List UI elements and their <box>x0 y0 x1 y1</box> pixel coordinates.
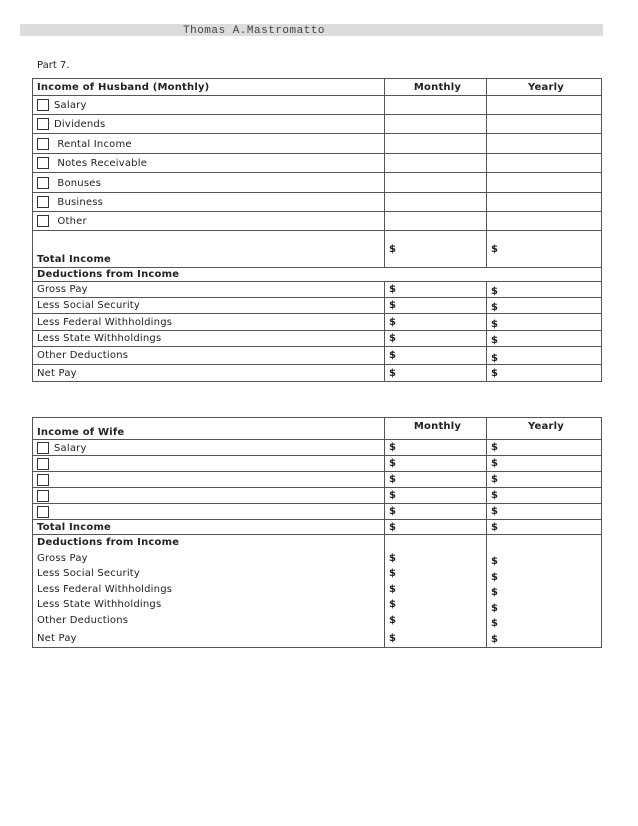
monthly-cell[interactable]: $ <box>385 472 487 488</box>
wife-col-yearly: Yearly <box>487 418 602 440</box>
yearly-cell[interactable] <box>487 193 602 212</box>
wife-source-row <box>33 488 385 504</box>
deduction-label: Less Federal Withholdings <box>37 583 173 595</box>
yearly-cell[interactable] <box>487 115 602 134</box>
header-name: Thomas A.Mastromatto <box>183 25 326 37</box>
husband-total-yearly[interactable]: $ <box>487 231 602 268</box>
deduction-monthly[interactable]: $ <box>385 298 487 314</box>
yearly-cell[interactable] <box>487 134 602 154</box>
deduction-yearly[interactable]: $ <box>491 556 499 567</box>
deduction-monthly[interactable]: $ <box>389 599 397 611</box>
yearly-cell[interactable]: $ <box>487 504 602 520</box>
husband-table-title: Income of Husband (Monthly) <box>33 79 385 96</box>
part-label: Part 7. <box>37 60 70 71</box>
deduction-yearly[interactable]: $ <box>491 633 499 645</box>
deduction-monthly[interactable]: $ <box>385 347 487 365</box>
wife-deductions-labels <box>33 535 385 648</box>
checkbox-dividends[interactable] <box>37 118 49 130</box>
checkbox-notes-receivable[interactable] <box>37 157 49 169</box>
deduction-monthly[interactable]: $ <box>385 314 487 331</box>
monthly-cell[interactable]: $ <box>385 504 487 520</box>
deduction-label: Less Social Security <box>33 298 385 314</box>
husband-col-yearly: Yearly <box>487 79 602 96</box>
checkbox-blank[interactable] <box>37 490 49 502</box>
deduction-monthly[interactable]: $ <box>385 282 487 298</box>
source-label: Business <box>57 197 104 208</box>
wife-source-row <box>33 456 385 472</box>
deduction-monthly[interactable]: $ <box>389 568 397 580</box>
husband-source-row <box>33 212 385 231</box>
checkbox-business[interactable] <box>37 196 49 208</box>
deduction-label: Gross Pay <box>33 282 385 298</box>
checkbox-bonuses[interactable] <box>37 177 49 189</box>
yearly-cell[interactable] <box>487 173 602 193</box>
deduction-yearly[interactable]: $ <box>491 587 499 598</box>
checkbox-rental-income[interactable] <box>37 138 49 150</box>
monthly-cell[interactable]: $ <box>385 440 487 456</box>
checkbox-salary[interactable] <box>37 99 49 111</box>
husband-total-monthly[interactable]: $ <box>385 231 487 268</box>
source-label: Notes Receivable <box>57 158 148 169</box>
source-label: Salary <box>54 100 87 111</box>
husband-deductions-title: Deductions from Income <box>33 268 602 282</box>
deduction-yearly[interactable]: $ <box>487 282 602 298</box>
deduction-monthly[interactable]: $ <box>389 552 397 564</box>
deduction-monthly[interactable]: $ <box>385 365 487 382</box>
husband-col-monthly: Monthly <box>385 79 487 96</box>
yearly-cell[interactable] <box>487 96 602 115</box>
monthly-cell[interactable] <box>385 193 487 212</box>
source-label: Dividends <box>54 119 106 130</box>
deduction-label: Less Social Security <box>37 568 141 580</box>
monthly-cell[interactable] <box>385 212 487 231</box>
husband-source-row <box>33 134 385 154</box>
husband-income-table <box>32 78 602 382</box>
wife-deductions-monthly <box>385 535 487 648</box>
husband-source-row <box>33 96 385 115</box>
deduction-yearly[interactable]: $ <box>491 602 499 614</box>
monthly-cell[interactable] <box>385 115 487 134</box>
yearly-cell[interactable] <box>487 212 602 231</box>
yearly-cell[interactable]: $ <box>487 456 602 472</box>
deduction-label: Net Pay <box>37 633 77 645</box>
wife-total-label: Total Income <box>33 520 385 535</box>
husband-source-row <box>33 193 385 212</box>
source-label: Salary <box>54 442 87 454</box>
checkbox-blank[interactable] <box>37 506 49 518</box>
deduction-yearly[interactable]: $ <box>487 365 602 382</box>
yearly-cell[interactable]: $ <box>487 488 602 504</box>
monthly-cell[interactable] <box>385 173 487 193</box>
husband-total-label: Total Income <box>33 231 385 268</box>
wife-deductions-title: Deductions from Income <box>37 537 180 549</box>
monthly-cell[interactable]: $ <box>385 488 487 504</box>
yearly-cell[interactable]: $ <box>487 440 602 456</box>
wife-col-monthly: Monthly <box>385 418 487 440</box>
deduction-yearly[interactable]: $ <box>487 298 602 314</box>
deduction-label: Less State Withholdings <box>33 331 385 347</box>
deduction-monthly[interactable]: $ <box>385 331 487 347</box>
deduction-yearly[interactable]: $ <box>487 331 602 347</box>
monthly-cell[interactable] <box>385 134 487 154</box>
husband-source-row <box>33 115 385 134</box>
deduction-yearly[interactable]: $ <box>491 618 499 629</box>
deduction-monthly[interactable]: $ <box>389 614 397 626</box>
deduction-label: Other Deductions <box>37 614 129 626</box>
deduction-monthly[interactable]: $ <box>389 583 397 595</box>
yearly-cell[interactable] <box>487 154 602 173</box>
source-label: Bonuses <box>57 177 102 189</box>
deduction-yearly[interactable]: $ <box>487 314 602 331</box>
checkbox-blank[interactable] <box>37 458 49 470</box>
wife-total-yearly[interactable]: $ <box>487 520 602 535</box>
wife-total-monthly[interactable]: $ <box>385 520 487 535</box>
wife-deductions-yearly <box>487 535 602 648</box>
wife-source-row <box>33 440 385 456</box>
deduction-yearly[interactable]: $ <box>487 347 602 365</box>
deduction-label: Less Federal Withholdings <box>33 314 385 331</box>
husband-source-row <box>33 173 385 193</box>
deduction-label: Other Deductions <box>33 347 385 365</box>
checkbox-blank[interactable] <box>37 474 49 486</box>
deduction-label: Net Pay <box>33 365 385 382</box>
deduction-label: Gross Pay <box>37 552 88 564</box>
checkbox-salary[interactable] <box>37 442 49 454</box>
wife-table-title: Income of Wife <box>33 418 385 440</box>
deduction-label: Less State Withholdings <box>37 599 162 611</box>
yearly-cell[interactable]: $ <box>487 472 602 488</box>
monthly-cell[interactable] <box>385 96 487 115</box>
wife-source-row <box>33 472 385 488</box>
checkbox-other[interactable] <box>37 215 49 227</box>
wife-source-row <box>33 504 385 520</box>
deduction-yearly[interactable]: $ <box>491 571 499 583</box>
husband-source-row <box>33 154 385 173</box>
monthly-cell[interactable] <box>385 154 487 173</box>
source-label: Other <box>57 216 87 227</box>
wife-income-table <box>32 417 602 648</box>
source-label: Rental Income <box>57 138 132 150</box>
monthly-cell[interactable]: $ <box>385 456 487 472</box>
deduction-monthly[interactable]: $ <box>389 633 397 645</box>
